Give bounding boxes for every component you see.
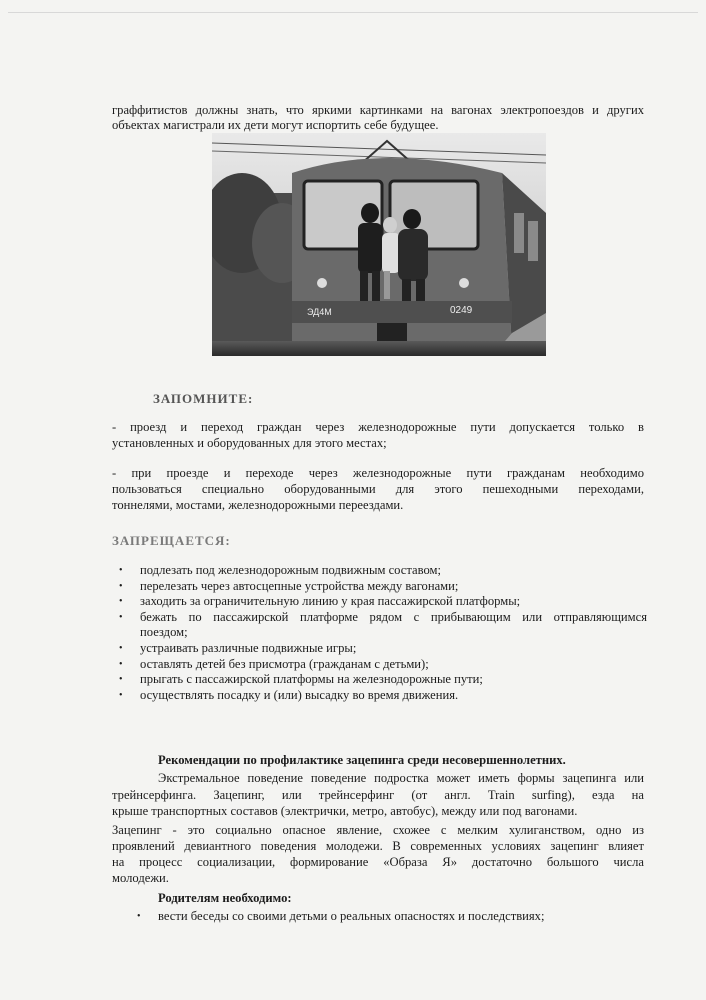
parents-heading: Родителям необходимо: (158, 891, 292, 905)
forbidden-list (112, 563, 647, 703)
bullet-icon: • (119, 611, 123, 623)
train-label-left: ЭД4М (307, 307, 332, 317)
remember-item-2-line-3: тоннелями, мостами, железнодорожными переездами. (112, 498, 404, 512)
remember-item-1-line-1: - проезд и переход граждан через железнодорожные пути допускается только в (112, 420, 644, 434)
recommendations-p2-line-4: молодежи. (112, 871, 169, 885)
intro-line-2: объектах магистрали их дети могут испортить себе будущее. (112, 118, 439, 132)
list-item-continuation: поездом; (140, 625, 188, 640)
recommendations-title: Рекомендации по профилактике зацепинга среди несовершеннолетних. (158, 753, 566, 767)
forbidden-heading: ЗАПРЕЩАЕТСЯ: (112, 533, 231, 548)
recommendations-p1-line-2: трейнсерфинга. Зацепинг, или трейнсерфинг (от англ. Train surfing), езда на (112, 788, 644, 802)
list-item: • вести беседы со своими детьми о реальных опасностях и последствиях; (137, 909, 545, 923)
train-label-right: 0249 (450, 305, 473, 316)
bullet-icon: • (137, 911, 141, 922)
remember-item-2-line-1: - при проезде и переходе через железнодорожные пути гражданам необходимо (112, 466, 644, 480)
recommendations-p1-line-1: Экстремальное поведение поведение подростка может иметь формы зацепинга или (158, 771, 644, 785)
recommendations-p2-line-3: на процесс социализации, формирование «Образа Я» достаточно большого числа (112, 855, 644, 869)
bullet-icon: • (119, 565, 123, 576)
bullet-icon: • (119, 689, 123, 701)
list-item: • перелезать через автосцепные устройства между вагонами; (119, 578, 459, 593)
bullet-icon: • (119, 674, 123, 686)
bullet-icon: • (119, 658, 123, 670)
remember-item-2-line-2: пользоваться специально оборудованными для этого пешеходными переходами, (112, 482, 644, 496)
list-item: • оставлять детей без присмотра (гражданам с детьми); (119, 656, 429, 671)
remember-item-1-line-2: установленных и оборудованных для этого местах; (112, 436, 387, 450)
list-item: • осуществлять посадку и (или) высадку во время движения. (119, 687, 459, 702)
recommendations-p1-line-3: крыше транспортных составов (электрички, метро, автобус), между или под вагонами. (112, 804, 578, 818)
list-item: • устраивать различные подвижные игры; (119, 640, 357, 655)
remember-heading: ЗАПОМНИТЕ: (153, 391, 254, 406)
bullet-icon: • (119, 596, 123, 608)
intro-line-1: граффитистов должны знать, что яркими картинками на вагонах электропоездов и других (112, 103, 644, 117)
parents-list (130, 909, 665, 925)
list-item: • прыгать с пассажирской платформы на железнодорожные пути; (119, 672, 483, 687)
scan-edge-line (8, 12, 698, 13)
bullet-icon: • (119, 642, 123, 654)
recommendations-p2-line-2: проявлений девиантного поведения молодежи. В современных условиях зацепинг влияет (112, 839, 644, 853)
train-photo (212, 133, 546, 356)
train-photo-image (212, 133, 546, 356)
recommendations-p2-line-1: Зацепинг - это социально опасное явление, схожее с мелким хулиганством, одно из (112, 823, 644, 837)
list-item: • заходить за ограничительную линию у края пассажирской платформы; (119, 594, 521, 609)
list-item: • подлезать под железнодорожным подвижным составом; (119, 563, 441, 577)
bullet-icon: • (119, 580, 123, 592)
list-item: • бежать по пассажирской платформе рядом с прибывающим или отправляющимся (119, 609, 647, 624)
